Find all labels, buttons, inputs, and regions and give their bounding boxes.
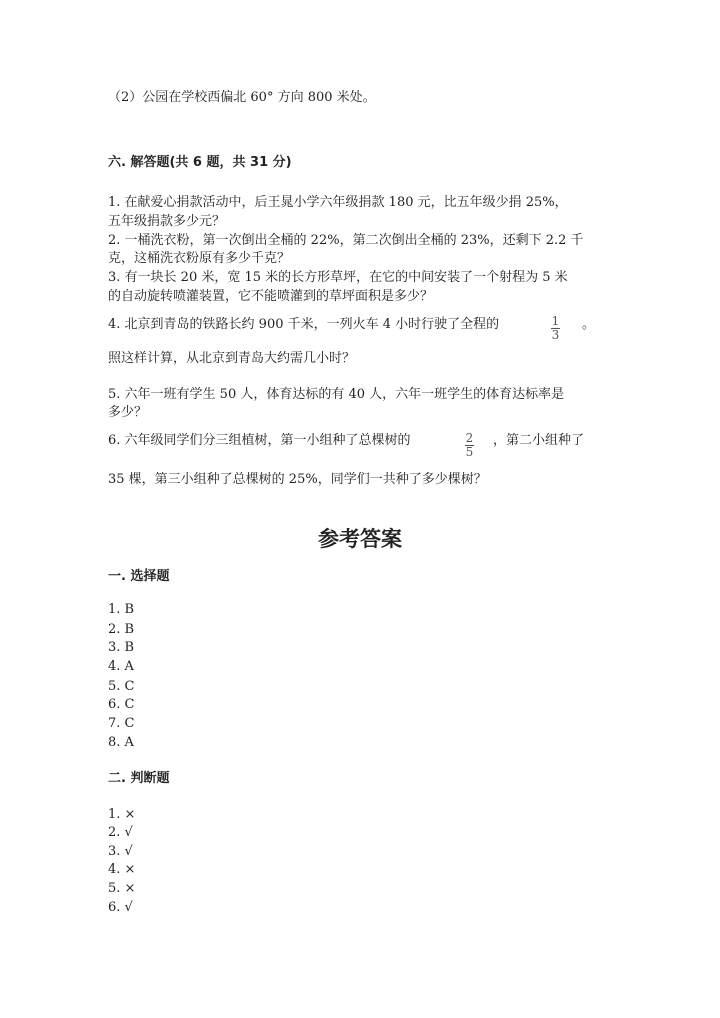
question-text: （2）公园在学校西偏北 60° 方向 800 米处。	[108, 90, 376, 105]
fraction	[465, 432, 474, 459]
answer-item: 4. ×	[108, 862, 136, 877]
question-text: 2. 一桶洗衣粉，第一次倒出全桶的 22%，第二次倒出全桶的 23%，还剩下 2.2 千	[108, 233, 584, 248]
numerator: 1	[551, 314, 560, 328]
answer-item: 6. C	[108, 697, 135, 712]
question-text: 的自动旋转喷灌装置，它不能喷灌到的草坪面积是多少？	[108, 289, 434, 304]
answer-item: 1. ×	[108, 807, 136, 822]
answer-item: 7. C	[108, 716, 135, 731]
question-text: 4. 北京到青岛的铁路长约 900 千米，一列火车 4 小时行驶了全程的	[108, 317, 500, 332]
question-text: 克，这桶洗衣粉原有多少千克？	[108, 251, 291, 266]
question-text: 6. 六年级同学们分三组植树，第一小组种了总棵树的	[108, 433, 411, 448]
numerator: 2	[465, 431, 474, 445]
question-text: 1. 在献爱心捐款活动中，后王晁小学六年级捐款 180 元，比五年级少捐 25%，	[108, 195, 568, 210]
answer-item: 3. √	[108, 844, 133, 859]
answer-item: 6. √	[108, 900, 133, 915]
question-text: 3. 有一块长 20 米，宽 15 米的长方形草坪，在它的中间安装了一个射程为 5 米	[108, 270, 568, 285]
answer-item: 2. B	[108, 622, 135, 637]
answer-item: 5. C	[108, 679, 135, 694]
section-heading: 六. 解答题(共 6 题，共 31 分)	[108, 155, 292, 170]
answer-item: 8. A	[108, 735, 134, 750]
section-heading: 一. 选择题	[108, 569, 170, 584]
answer-item: 4. A	[108, 659, 134, 674]
question-text: 5. 六年一班有学生 50 人，体育达标的有 40 人，六年一班学生的体育达标率是	[108, 387, 565, 402]
answer-item: 2. √	[108, 825, 133, 840]
answer-item: 1. B	[108, 602, 135, 617]
denominator: 3	[551, 328, 560, 342]
question-text: 35 棵，第三小组种了总棵树的 25%，同学们一共种了多少棵树？	[108, 472, 487, 487]
question-text: 。	[582, 317, 596, 332]
question-text: ，第二小组种了	[493, 433, 585, 448]
question-text: 五年级捐款多少元？	[108, 214, 226, 229]
answer-item: 5. ×	[108, 881, 136, 896]
section-heading: 二. 判断题	[108, 771, 170, 786]
fraction	[551, 315, 560, 342]
answer-item: 3. B	[108, 640, 135, 655]
question-text: 多少？	[108, 405, 148, 420]
answers-title: 参考答案	[318, 527, 402, 551]
denominator: 5	[465, 445, 474, 459]
question-text: 照这样计算，从北京到青岛大约需几小时？	[108, 351, 356, 366]
